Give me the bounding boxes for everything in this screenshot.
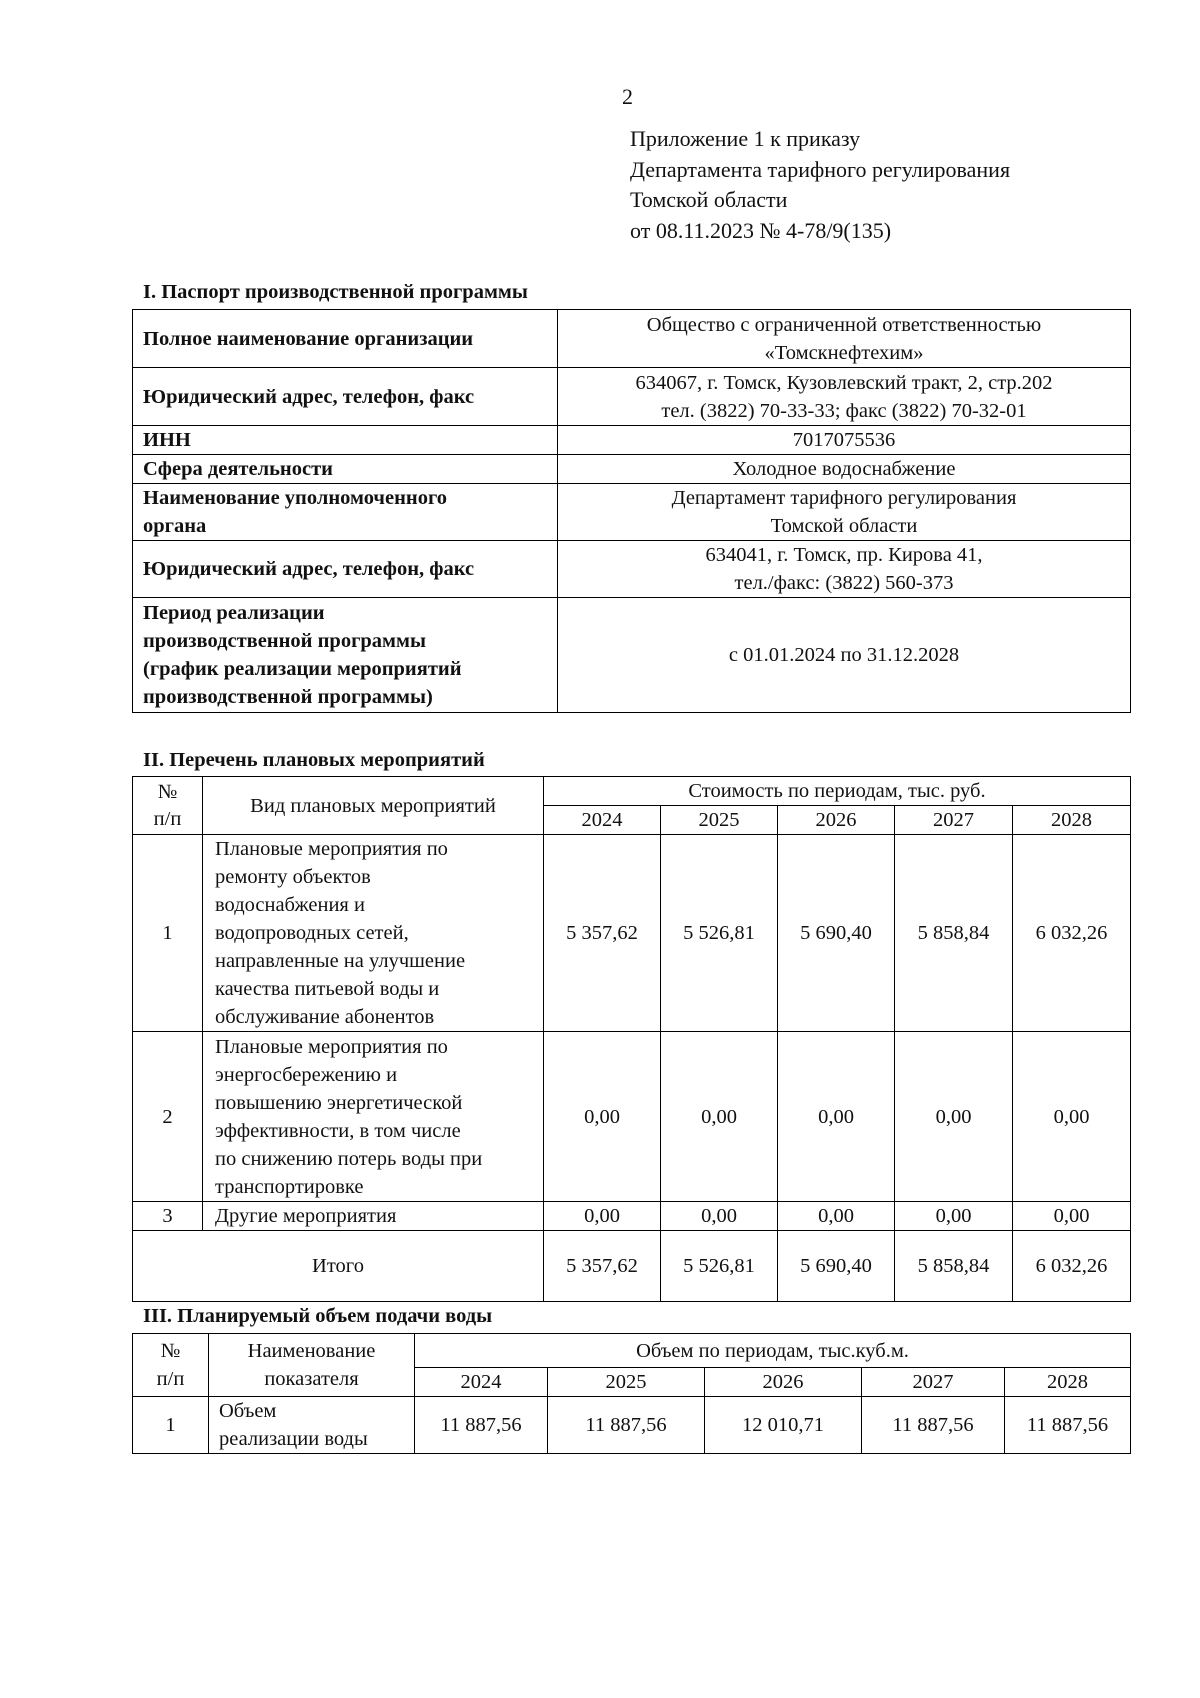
cost-value: 0,00 [895,1032,1013,1202]
header-line: Департамента тарифного регулирования [630,156,1011,182]
year-header: 2028 [1013,806,1131,835]
passport-label: Наименование уполномоченного органа [133,484,558,541]
row-number: 1 [133,835,203,1032]
year-header: 2024 [544,806,661,835]
indicator-name: Объем реализации воды [209,1397,415,1454]
year-header: 2027 [895,806,1013,835]
passport-table [132,309,1131,713]
passport-value: с 01.01.2024 по 31.12.2028 [558,598,1131,713]
activity-description: Другие мероприятия [203,1202,544,1231]
total-value: 5 690,40 [778,1231,895,1302]
total-label: Итого [133,1231,544,1302]
table-row [133,368,1131,426]
passport-label: Юридический адрес, телефон, факс [133,368,558,426]
total-value: 5 858,84 [895,1231,1013,1302]
column-header: Стоимость по периодам, тыс. руб. [544,777,1131,806]
year-header: 2025 [661,806,778,835]
table-row [133,835,1131,1032]
volume-value: 11 887,56 [415,1397,548,1454]
cost-value: 0,00 [544,1032,661,1202]
passport-label: Полное наименование организации [133,310,558,368]
passport-label: Период реализации производственной программы (график реализации мероприятий производственной программы) [133,598,558,713]
header-line: Приложение 1 к приказу [630,126,861,151]
cost-value: 5 526,81 [661,835,778,1032]
total-value: 5 526,81 [661,1231,778,1302]
year-header: 2025 [548,1368,705,1397]
year-header: 2026 [778,806,895,835]
row-number: 1 [133,1397,209,1454]
volume-value: 12 010,71 [705,1397,862,1454]
table-row [133,484,1131,541]
table-row [133,1202,1131,1231]
volume-value: 11 887,56 [1005,1397,1131,1454]
activity-description: Плановые мероприятия по энергосбережению и повышению энергетической эффективности, в том числе по снижению потерь воды при транспортировке [203,1032,544,1202]
table-row [133,1032,1131,1202]
total-row [133,1231,1131,1302]
cost-value: 0,00 [1013,1202,1131,1231]
section-3-title: III. Планируемый объем подачи воды [143,1305,493,1327]
passport-value: Холодное водоснабжение [558,455,1131,484]
table-row [133,541,1131,598]
passport-value: Общество с ограниченной ответственностью «Томскнефтехим» [558,310,1131,368]
column-header: Объем по периодам, тыс.куб.м. [415,1334,1131,1368]
row-number: 3 [133,1202,203,1231]
cost-value: 0,00 [544,1202,661,1231]
column-header: Вид плановых мероприятий [203,777,544,835]
passport-value: Департамент тарифного регулирования Томской области [558,484,1131,541]
cost-value: 5 858,84 [895,835,1013,1032]
year-header: 2026 [705,1368,862,1397]
cost-value: 0,00 [1013,1032,1131,1202]
row-number: 2 [133,1032,203,1202]
column-header: Наименование показателя [209,1334,415,1397]
cost-value: 0,00 [778,1202,895,1231]
cost-value: 5 690,40 [778,835,895,1032]
column-header: № п/п [133,777,203,835]
table-row [133,310,1131,368]
passport-label: Юридический адрес, телефон, факс [133,541,558,598]
cost-value: 0,00 [778,1032,895,1202]
cost-value: 6 032,26 [1013,835,1131,1032]
cost-value: 0,00 [661,1032,778,1202]
activities-table [132,776,1131,1302]
table-header-row [133,777,1131,806]
table-row [133,598,1131,713]
passport-value: 634067, г. Томск, Кузовлевский тракт, 2, стр.202 тел. (3822) 70-33-33; факс (3822) 70-32-01 [558,368,1131,426]
passport-label: ИНН [133,426,558,455]
water-volume-table [132,1333,1131,1454]
total-value: 5 357,62 [544,1231,661,1302]
column-header: № п/п [133,1334,209,1397]
table-header-row [133,1334,1131,1368]
passport-value: 7017075536 [558,426,1131,455]
year-header: 2027 [862,1368,1005,1397]
activity-description: Плановые мероприятия по ремонту объектов водоснабжения и водопроводных сетей, направленные на улучшение качества питьевой воды и обслуживание абонентов [203,835,544,1032]
cost-value: 0,00 [895,1202,1013,1231]
table-row [133,426,1131,455]
section-1-title: I. Паспорт производственной программы [143,281,528,303]
appendix-header [630,124,1010,246]
volume-value: 11 887,56 [862,1397,1005,1454]
page-number: 2 [622,84,633,109]
table-row [133,455,1131,484]
passport-label: Сфера деятельности [133,455,558,484]
year-header: 2024 [415,1368,548,1397]
cost-value: 0,00 [661,1202,778,1231]
year-header: 2028 [1005,1368,1131,1397]
header-line: от 08.11.2023 № 4-78/9(135) [630,217,892,243]
section-2-title: II. Перечень плановых мероприятий [143,749,485,771]
passport-value: 634041, г. Томск, пр. Кирова 41, тел./факс: (3822) 560-373 [558,541,1131,598]
header-line: Томской области [630,187,788,212]
table-row [133,1397,1131,1454]
cost-value: 5 357,62 [544,835,661,1032]
total-value: 6 032,26 [1013,1231,1131,1302]
volume-value: 11 887,56 [548,1397,705,1454]
